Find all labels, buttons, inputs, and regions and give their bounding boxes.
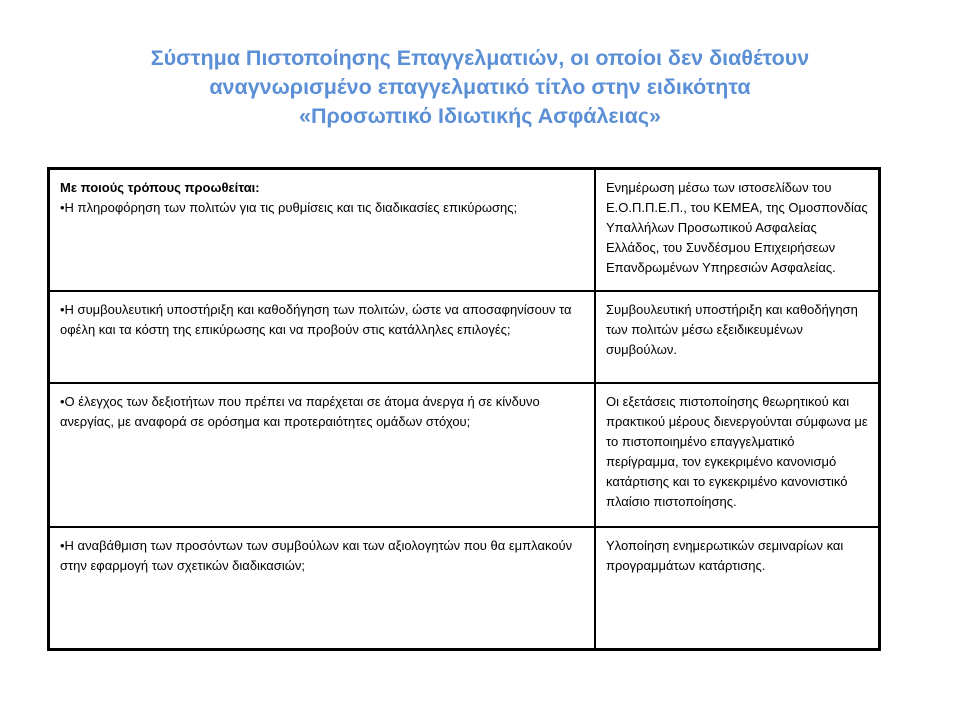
cell-text: •Η συμβουλευτική υποστήριξη και καθοδήγηση των πολιτών, ώστε να αποσαφηνίσουν τα οφέλη και τα κόστη της επικύρωσης και να προβούν στις κατάλληλες επιλογές; [60,302,572,337]
table-cell-right [595,169,880,292]
table-cell-left [49,383,596,527]
table-cell-right [595,383,880,527]
table-cell-right [595,527,880,650]
cell-text: •Η αναβάθμιση των προσόντων των συμβούλων και των αξιολογητών που θα εμπλακούν στην εφαρμογή των σχετικών διαδικασιών; [60,538,573,573]
cell-text: •Ο έλεγχος των δεξιοτήτων που πρέπει να παρέχεται σε άτομα άνεργα ή σε κίνδυνο ανεργίας, με αναφορά σε ορόσημα και προτεραιότητες ομάδων στόχου; [60,394,540,429]
cell-text: Ενημέρωση μέσω των ιστοσελίδων του Ε.Ο.Π.Π.Ε.Π., του ΚΕΜΕΑ, της Ομοσπονδίας Υπαλλήλων Προσωπικού Ασφαλείας Ελλάδος, του Συνδέσμου Επιχειρήσεων Επανδρωμένων Υπηρεσιών Ασφαλείας. [606,180,868,275]
table-row [49,527,880,650]
table-cell-right [595,291,880,383]
page-title [60,44,900,131]
title-line-2: αναγνωρισμένο επαγγελματικό τίτλο στην ειδικότητα [209,75,751,99]
table-cell-left [49,291,596,383]
info-table [47,167,881,651]
cell-text: Συμβουλευτική υποστήριξη και καθοδήγηση των πολιτών μέσω εξειδικευμένων συμβούλων. [606,302,858,357]
cell-text: Υλοποίηση ενημερωτικών σεμιναρίων και προγραμμάτων κατάρτισης. [606,538,844,573]
table-row [49,383,880,527]
row-heading: Με ποιούς τρόπους προωθείται: [60,180,260,195]
cell-text: •Η πληροφόρηση των πολιτών για τις ρυθμίσεις και τις διαδικασίες επικύρωσης; [60,200,518,215]
table-cell-left [49,169,596,292]
title-line-1: Σύστημα Πιστοποίησης Επαγγελματιών, οι οποίοι δεν διαθέτουν [150,46,810,70]
cell-text: Οι εξετάσεις πιστοποίησης θεωρητικού και πρακτικού μέρους διενεργούνται σύμφωνα με το πιστοποιημένο επαγγελματικό περίγραμμα, τον εγκεκριμένο κανονισμό κατάρτισης και το εγκεκριμένο κανονιστικό πλαίσιο πιστοποίησης. [606,394,868,509]
table-row [49,169,880,292]
table-row [49,291,880,383]
table-cell-left [49,527,596,650]
title-line-3: «Προσωπικό Ιδιωτικής Ασφάλειας» [299,104,661,128]
